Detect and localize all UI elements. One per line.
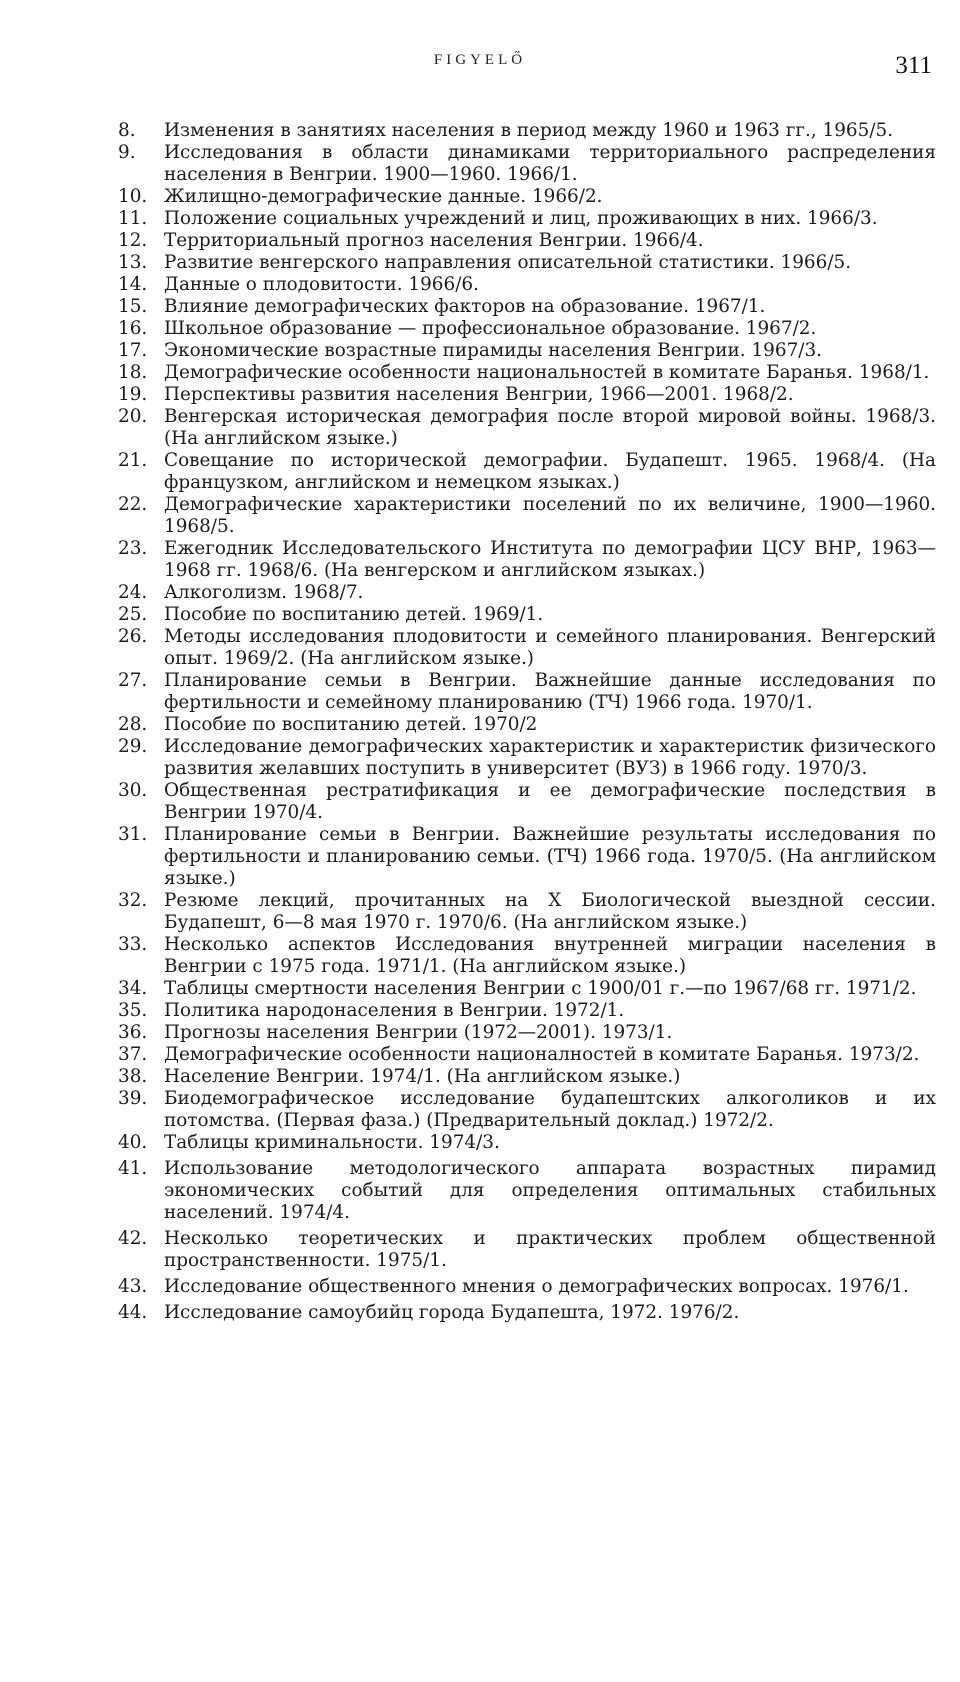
list-item	[118, 1132, 936, 1154]
list-item	[118, 1022, 936, 1044]
entry-number: 26.	[118, 626, 148, 647]
entry-number: 24.	[118, 582, 148, 603]
list-item	[118, 120, 936, 142]
list-item	[118, 1276, 936, 1298]
list-item	[118, 714, 936, 736]
list-item	[118, 736, 936, 780]
list-item	[118, 208, 936, 230]
entry-number: 15.	[118, 296, 148, 317]
entry-number: 14.	[118, 274, 148, 295]
entry-number: 40.	[118, 1132, 148, 1153]
entry-text: Прогнозы населения Венгрии (1972—2001). 1973/1.	[164, 1022, 673, 1043]
list-item	[118, 1044, 936, 1066]
entry-text: Развитие венгерского направления описательной статистики. 1966/5.	[164, 252, 852, 273]
entry-text: Влияние демографических факторов на образование. 1967/1.	[164, 296, 766, 317]
entry-number: 37.	[118, 1044, 148, 1065]
entry-number: 38.	[118, 1066, 148, 1087]
list-item	[118, 1088, 936, 1132]
list-item	[118, 274, 936, 296]
list-item	[118, 626, 936, 670]
list-item	[118, 780, 936, 824]
entry-number: 42.	[118, 1228, 148, 1249]
entry-number: 23.	[118, 538, 148, 559]
list-item	[118, 318, 936, 340]
entry-text: Исследования в области динамиками территориального распределения населения в Венгрии. 1900—1960. 1966/1.	[164, 142, 936, 185]
entry-number: 44.	[118, 1302, 148, 1323]
list-item	[118, 890, 936, 934]
entry-text: Таблицы криминальности. 1974/3.	[164, 1132, 500, 1153]
entry-number: 39.	[118, 1088, 148, 1109]
list-item	[118, 186, 936, 208]
entry-text: Исследование демографических характеристик и характеристик физического развития желавших поступить в университет (ВУЗ) в 1966 году. 1970/3.	[164, 736, 936, 779]
list-item	[118, 406, 936, 450]
entry-text: Изменения в занятиях населения в период между 1960 и 1963 гг., 1965/5.	[164, 120, 894, 141]
entry-number: 10.	[118, 186, 148, 207]
list-item	[118, 978, 936, 1000]
entry-text: Население Венгрии. 1974/1. (На английском языке.)	[164, 1066, 681, 1087]
entry-number: 25.	[118, 604, 148, 625]
entry-text: Демографические особенности националностей в комитате Баранья. 1973/2.	[164, 1044, 920, 1065]
list-item	[118, 670, 936, 714]
list-item	[118, 1000, 936, 1022]
entry-number: 19.	[118, 384, 148, 405]
entry-text: Планирование семьи в Венгрии. Важнейшие результаты исследования по фертильности и планированию семьи. (ТЧ) 1966 года. 1970/5. (На английском языке.)	[164, 824, 936, 889]
list-item	[118, 604, 936, 626]
list-item	[118, 296, 936, 318]
entry-number: 22.	[118, 494, 148, 515]
entry-text: Планирование семьи в Венгрии. Важнейшие данные исследования по фертильности и семейному планированию (ТЧ) 1966 года. 1970/1.	[164, 670, 936, 713]
entry-text: Использование методологического аппарата возрастных пирамид экономических событий для определения оптимальных стабильных населений. 1974/4.	[164, 1158, 936, 1223]
list-item	[118, 340, 936, 362]
entry-number: 28.	[118, 714, 148, 735]
list-item	[118, 1302, 936, 1324]
entry-text: Методы исследования плодовитости и семейного планирования. Венгерский опыт. 1969/2. (На английском языке.)	[164, 626, 936, 669]
entry-number: 32.	[118, 890, 148, 911]
list-item	[118, 582, 936, 604]
entry-text: Резюме лекций, прочитанных на X Биологической выездной сессии. Будапешт, 6—8 мая 1970 г. 1970/6. (На английском языке.)	[164, 890, 936, 933]
list-item	[118, 1158, 936, 1224]
entry-number: 35.	[118, 1000, 148, 1021]
list-item	[118, 934, 936, 978]
entry-text: Демографические характеристики поселений по их величине, 1900—1960. 1968/5.	[164, 494, 936, 537]
list-item	[118, 230, 936, 252]
list-item	[118, 362, 936, 384]
list-item	[118, 824, 936, 890]
entry-text: Общественная рестратификация и ее демографические последствия в Венгрии 1970/4.	[164, 780, 936, 823]
entry-text: Венгерская историческая демография после второй мировой войны. 1968/3. (На английском языке.)	[164, 406, 936, 449]
entry-number: 43.	[118, 1276, 148, 1297]
entry-text: Биодемографическое исследование будапештских алкоголиков и их потомства. (Первая фаза.) (Предварительный доклад.) 1972/2.	[164, 1088, 936, 1131]
entry-number: 12.	[118, 230, 148, 251]
entry-number: 33.	[118, 934, 148, 955]
entry-number: 20.	[118, 406, 148, 427]
list-item	[118, 1228, 936, 1272]
entry-number: 8.	[118, 120, 136, 141]
entry-number: 41.	[118, 1158, 148, 1179]
list-item	[118, 1066, 936, 1088]
entry-text: Жилищно-демографические данные. 1966/2.	[164, 186, 603, 207]
list-item	[118, 142, 936, 186]
entry-text: Пособие по воспитанию детей. 1970/2	[164, 714, 538, 735]
entry-number: 36.	[118, 1022, 148, 1043]
entry-text: Несколько аспектов Исследования внутренней миграции населения в Венгрии с 1975 года. 1971/1. (На английском языке.)	[164, 934, 936, 977]
entry-number: 31.	[118, 824, 148, 845]
entry-text: Алкоголизм. 1968/7.	[164, 582, 364, 603]
publication-list	[118, 120, 936, 1324]
entry-number: 13.	[118, 252, 148, 273]
entry-text: Территориальный прогноз населения Венгрии. 1966/4.	[164, 230, 704, 251]
entry-text: Исследование общественного мнения о демографических вопросах. 1976/1.	[164, 1276, 909, 1297]
entry-text: Пособие по воспитанию детей. 1969/1.	[164, 604, 544, 625]
entry-text: Перспективы развития населения Венгрии, 1966—2001. 1968/2.	[164, 384, 794, 405]
entry-text: Совещание по исторической демографии. Будапешт. 1965. 1968/4. (На французком, английском и немецком языках.)	[164, 450, 936, 493]
list-item	[118, 252, 936, 274]
page-number: 311	[895, 52, 932, 79]
entry-number: 11.	[118, 208, 148, 229]
running-title: FIGYELŐ	[433, 52, 527, 68]
entry-number: 34.	[118, 978, 148, 999]
entry-text: Политика народонаселения в Венгрии. 1972/1.	[164, 1000, 625, 1021]
entry-text: Ежегодник Исследовательского Института по демографии ЦСУ ВНР, 1963—1968 гг. 1968/6. (На венгерском и английском языках.)	[164, 538, 936, 581]
entry-text: Данные о плодовитости. 1966/6.	[164, 274, 479, 295]
entry-text: Школьное образование — профессиональное образование. 1967/2.	[164, 318, 817, 339]
entry-text: Положение социальных учреждений и лиц, проживающих в них. 1966/3.	[164, 208, 878, 229]
entry-number: 16.	[118, 318, 148, 339]
entry-text: Таблицы смертности населения Венгрии с 1900/01 г.—по 1967/68 гг. 1971/2.	[164, 978, 917, 999]
entry-text: Несколько теоретических и практических проблем общественной пространственности. 1975/1.	[164, 1228, 936, 1271]
list-item	[118, 384, 936, 406]
entry-number: 30.	[118, 780, 148, 801]
list-item	[118, 538, 936, 582]
entry-number: 9.	[118, 142, 136, 163]
entry-number: 29.	[118, 736, 148, 757]
entry-text: Демографические особенности национальностей в комитате Баранья. 1968/1.	[164, 362, 930, 383]
entry-text: Исследование самоубийц города Будапешта, 1972. 1976/2.	[164, 1302, 740, 1323]
entry-number: 21.	[118, 450, 148, 471]
entry-number: 27.	[118, 670, 148, 691]
entry-number: 17.	[118, 340, 148, 361]
entry-number: 18.	[118, 362, 148, 383]
list-item	[118, 494, 936, 538]
entry-text: Экономические возрастные пирамиды населения Венгрии. 1967/3.	[164, 340, 823, 361]
list-item	[118, 450, 936, 494]
